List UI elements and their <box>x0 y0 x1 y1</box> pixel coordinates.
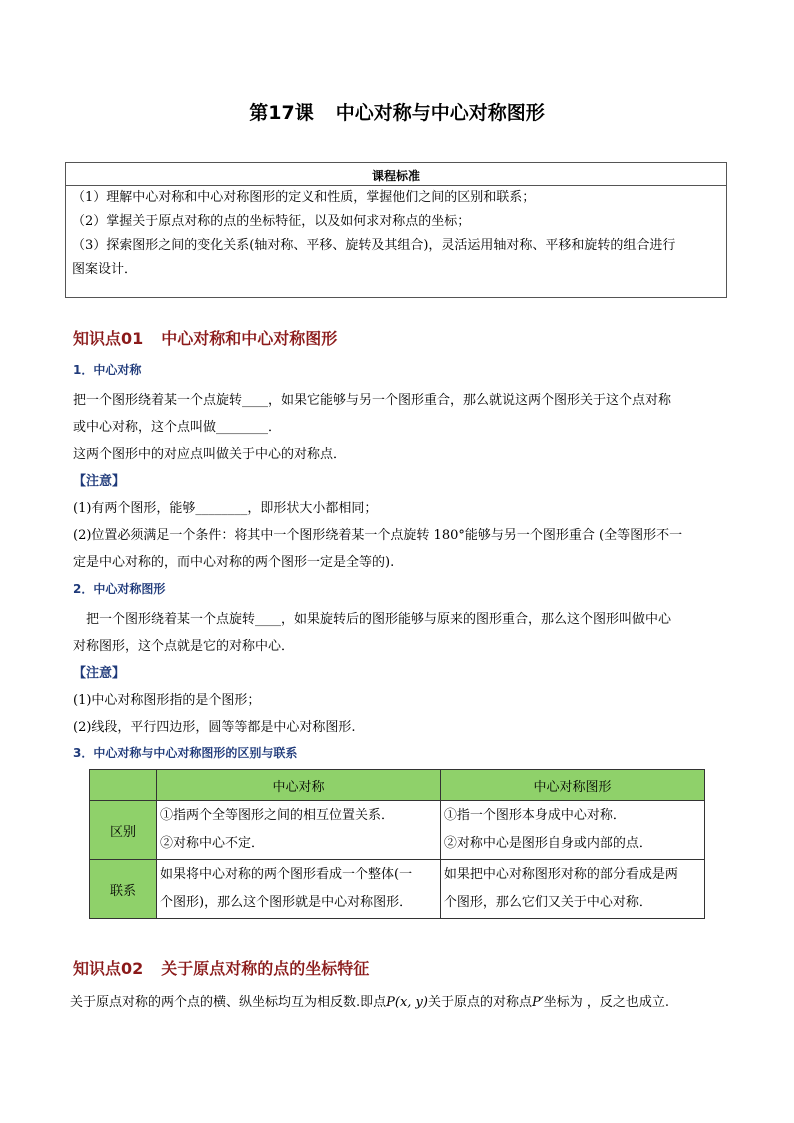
s1-note-3: 定是中心对称的，而中心对称的两个图形一定是全等的). <box>73 555 395 570</box>
s1-note-1: (1)有两个图形，能够________，即形状大小都相同； <box>73 501 378 516</box>
s1-line-3: 这两个图形中的对应点叫做关于中心的对称点． <box>73 447 347 462</box>
s2-note-heading: 【注意】 <box>73 666 126 681</box>
section-3-heading: 3．中心对称与中心对称图形的区别与联系 <box>73 746 298 760</box>
s2-note-1: (1)中心对称图形指的是个图形； <box>73 693 261 708</box>
comparison-table <box>89 769 705 919</box>
cell-line: 个图形)，那么这个图形就是中心对称图形． <box>160 895 413 910</box>
kp2-number: 知识点02 <box>73 959 144 978</box>
kp1-title: 中心对称和中心对称图形 <box>161 329 338 348</box>
table-corner <box>90 770 157 801</box>
section-2-heading: 2．中心对称图形 <box>73 582 166 596</box>
standard-line-2: （2）掌握关于原点对称的点的坐标特征，以及如何求对称点的坐标； <box>72 214 471 229</box>
table-cell-relation-1 <box>157 860 441 919</box>
s1-line-2: 或中心对称，这个点叫做________． <box>73 420 282 435</box>
table-cell-difference-1 <box>157 801 441 860</box>
cell-line: ②对称中心是图形自身或内部的点． <box>443 836 652 851</box>
cell-line: ①指一个图形本身成中心对称． <box>443 808 626 823</box>
cell-line: 个图形，那么它们又关于中心对称． <box>443 895 652 910</box>
standard-line-3: （3）探索图形之间的变化关系(轴对称、平移、旋转及其组合)，灵活运用轴对称、平移和旋转的组合进行 <box>72 238 676 253</box>
page-title <box>0 98 794 125</box>
lesson-number: 第17课 <box>249 102 314 124</box>
table-header-central-symmetry: 中心对称 <box>157 770 441 801</box>
point-p-formula: P(x, y) <box>386 995 428 1010</box>
table-row-label-difference: 区别 <box>90 801 157 860</box>
table-cell-difference-2 <box>440 801 704 860</box>
knowledge-point-1-heading <box>73 326 337 349</box>
kp1-number: 知识点01 <box>73 329 144 348</box>
s2-note-2: (2)线段，平行四边形，圆等等都是中心对称图形. <box>73 720 356 735</box>
s4-text-b: 关于原点的对称点 <box>427 995 532 1010</box>
standard-line-1: （1）理解中心对称和中心对称图形的定义和性质，掌握他们之间的区别和联系； <box>72 190 536 205</box>
table-header-centrosymmetric-figure: 中心对称图形 <box>440 770 704 801</box>
course-standard-box <box>65 162 727 298</box>
s1-note-heading: 【注意】 <box>73 474 126 489</box>
s1-note-2: (2)位置必须满足一个条件：将其中一个图形绕着某一个点旋转 180°能够与另一个图形重合 (全等图形不一 <box>73 528 683 543</box>
s4-text-c: 坐标为 ，反之也成立. <box>543 995 669 1010</box>
point-p-prime: P′ <box>532 995 544 1010</box>
kp2-title: 关于原点对称的点的坐标特征 <box>161 959 370 978</box>
knowledge-point-2-heading <box>73 956 369 979</box>
table-cell-relation-2 <box>440 860 704 919</box>
cell-line: ①指两个全等图形之间的相互位置关系． <box>160 808 395 823</box>
s4-text-a: 关于原点对称的两个点的横、纵坐标均互为相反数.即点 <box>70 995 387 1010</box>
s2-line-2: 对称图形，这个点就是它的对称中心． <box>73 639 295 654</box>
s4-line <box>70 991 669 1010</box>
cell-line: 如果把中心对称图形对称的部分看成是两 <box>443 867 678 882</box>
course-standard-heading: 课程标准 <box>66 163 726 186</box>
standard-line-4: 图案设计． <box>72 262 138 277</box>
s1-line-1: 把一个图形绕着某一个点旋转____，如果它能够与另一个图形重合，那么就说这两个图形关于这个点对称 <box>73 393 672 408</box>
table-row-label-relation: 联系 <box>90 860 157 919</box>
lesson-topic: 中心对称与中心对称图形 <box>335 102 545 124</box>
cell-line: 如果将中心对称的两个图形看成一个整体(一 <box>160 867 413 882</box>
cell-line: ②对称中心不定． <box>160 836 265 851</box>
s2-line-1: 把一个图形绕着某一个点旋转____，如果旋转后的图形能够与原来的图形重合，那么这个图形叫做中心 <box>86 612 672 627</box>
section-1-heading: 1．中心对称 <box>73 363 142 377</box>
